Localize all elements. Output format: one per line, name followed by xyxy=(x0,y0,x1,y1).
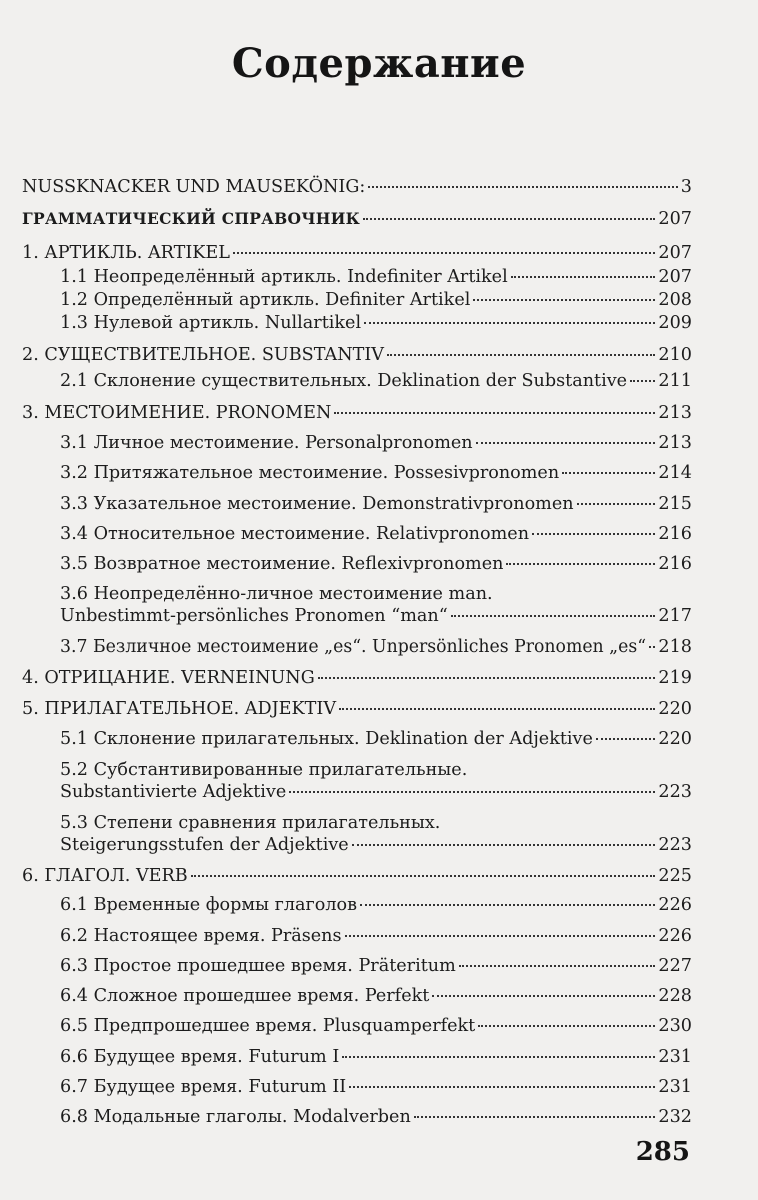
toc-entry-page: 210 xyxy=(658,345,692,365)
toc-entry xyxy=(22,955,692,977)
toc-entry xyxy=(22,1076,692,1098)
toc-entry-page: 223 xyxy=(658,835,692,855)
toc-entry-title: 6.3 Простое прошедшее время. Präteritum xyxy=(60,956,456,976)
toc-entry-title: 3.4 Относительное местоимение. Relativpronomen xyxy=(60,524,530,544)
toc-entry xyxy=(22,759,692,803)
toc-entry-page: 213 xyxy=(658,433,692,453)
toc-entry-title: 4. ОТРИЦАНИЕ. VERNEINUNG xyxy=(22,668,315,688)
dot-leader xyxy=(511,276,656,278)
toc-entry xyxy=(22,402,692,424)
dot-leader xyxy=(473,299,655,301)
toc-entry-title: 1.3 Нулевой артикль. Nullartikel xyxy=(60,313,362,333)
toc-entry-title-line1: 3.6 Неопределённо-личное местоимение man. xyxy=(60,584,493,604)
toc-entry-title-line1: 5.3 Степени сравнения прилагательных. xyxy=(60,813,441,833)
toc-entry-page: 207 xyxy=(658,209,692,229)
dot-leader xyxy=(352,844,656,846)
dot-leader xyxy=(191,875,656,877)
toc-entry xyxy=(22,698,692,720)
toc-entry-page: 207 xyxy=(658,267,692,287)
toc-entry xyxy=(22,728,692,750)
toc-entry xyxy=(22,242,692,264)
toc-entry-title: 6.4 Сложное прошедшее время. Perfekt xyxy=(60,986,430,1006)
dot-leader xyxy=(342,1056,655,1058)
toc-entry-page: 218 xyxy=(658,637,692,657)
dot-leader xyxy=(318,677,656,679)
dot-leader xyxy=(345,935,656,937)
toc-entry-page: 211 xyxy=(658,371,692,391)
toc-entry-title: 6.2 Настоящее время. Präsens xyxy=(60,926,342,946)
dot-leader xyxy=(349,1086,655,1088)
toc-entry xyxy=(22,1015,692,1037)
toc-entry-title: ГРАММАТИЧЕСКИЙ СПРАВОЧНИК xyxy=(22,209,361,228)
toc-entry xyxy=(22,583,692,627)
toc-entry-title: 3.7 Безличное местоимение „es“. Unpersönliches Pronomen „es“ xyxy=(60,637,647,657)
toc-entry-title: 5. ПРИЛАГАТЕЛЬНОЕ. ADJEKTIV xyxy=(22,699,337,719)
toc-entry-page: 209 xyxy=(658,313,692,333)
dot-leader xyxy=(577,503,656,505)
dot-leader xyxy=(562,472,655,474)
toc-entry-page: 215 xyxy=(658,494,692,514)
dot-leader xyxy=(630,380,655,382)
toc-entry xyxy=(22,1106,692,1128)
toc-entry-title: 5.1 Склонение прилагательных. Deklination der Adjektive xyxy=(60,729,593,749)
toc-entry xyxy=(22,1046,692,1068)
toc-entry-title: 6.5 Предпрошедшее время. Plusquamperfekt xyxy=(60,1016,476,1036)
toc-entry-title: 3.1 Личное местоимение. Personalpronomen xyxy=(60,433,473,453)
toc-entry-page: 3 xyxy=(680,177,692,197)
toc-entry xyxy=(22,553,692,575)
toc-entry-title: 3. МЕСТОИМЕНИЕ. PRONOMEN xyxy=(22,403,332,423)
page-number: 285 xyxy=(635,1137,690,1167)
toc-entry-page: 220 xyxy=(658,699,692,719)
toc-entry-page: 208 xyxy=(658,290,692,310)
toc-entry-page: 223 xyxy=(658,782,692,802)
dot-leader xyxy=(368,186,677,188)
toc-entry-page: 220 xyxy=(658,729,692,749)
dot-leader xyxy=(451,615,656,617)
dot-leader xyxy=(414,1116,656,1118)
toc-entry xyxy=(22,493,692,515)
toc-entry-page: 227 xyxy=(658,956,692,976)
toc-entry xyxy=(22,985,692,1007)
toc-entry-title: Substantivierte Adjektive xyxy=(60,782,287,802)
toc-entry-title: NUSSKNACKER UND MAUSEKÖNIG: xyxy=(22,177,366,197)
toc-entry-page: 226 xyxy=(658,926,692,946)
toc-entry-page: 231 xyxy=(658,1047,692,1067)
toc-entry-title: 1.2 Определённый артикль. Definiter Artikel xyxy=(60,290,471,310)
toc-entry-page: 217 xyxy=(658,606,692,626)
toc-entry xyxy=(22,208,692,230)
dot-leader xyxy=(459,965,656,967)
toc-entry xyxy=(22,266,692,288)
dot-leader xyxy=(363,218,655,220)
toc-entry xyxy=(22,925,692,947)
toc-entry-title: 3.3 Указательное местоимение. Demonstrativpronomen xyxy=(60,494,574,514)
dot-leader xyxy=(360,904,655,906)
dot-leader xyxy=(532,533,655,535)
toc-entry-page: 228 xyxy=(658,986,692,1006)
toc-entry xyxy=(22,865,692,887)
toc-entry xyxy=(22,523,692,545)
toc-entry-title: 2. СУЩЕСТВИТЕЛЬНОЕ. SUBSTANTIV xyxy=(22,345,384,365)
dot-leader xyxy=(233,252,655,254)
dot-leader xyxy=(339,708,655,710)
toc-entry-title: 6. ГЛАГОЛ. VERB xyxy=(22,866,188,886)
toc-entry xyxy=(22,176,692,198)
toc-entry-page: 231 xyxy=(658,1077,692,1097)
toc-entry-title: 1.1 Неопределённый артикль. Indefiniter Artikel xyxy=(60,267,508,287)
toc-entry xyxy=(22,667,692,689)
dot-leader xyxy=(506,563,655,565)
toc-entry-title: Unbestimmt-persönliches Pronomen “man“ xyxy=(60,606,448,626)
dot-leader xyxy=(334,412,655,414)
toc-entry-page: 207 xyxy=(658,243,692,263)
toc-entry-page: 213 xyxy=(658,403,692,423)
toc-entry xyxy=(22,312,692,334)
dot-leader xyxy=(649,646,655,648)
toc-entry-title: Steigerungsstufen der Adjektive xyxy=(60,835,349,855)
toc-entry-page: 219 xyxy=(658,668,692,688)
toc-entry-title-line1: 5.2 Субстантивированные прилагательные. xyxy=(60,760,468,780)
toc-entry-title: 6.6 Будущее время. Futurum I xyxy=(60,1047,340,1067)
toc-entry-page: 225 xyxy=(658,866,692,886)
toc-entry-page: 216 xyxy=(658,554,692,574)
toc-entry xyxy=(22,432,692,454)
toc-entry xyxy=(22,370,692,392)
toc-entry-title: 2.1 Склонение существительных. Deklination der Substantive xyxy=(60,371,628,391)
toc-entry xyxy=(22,462,692,484)
dot-leader xyxy=(289,791,655,793)
toc-entry-title: 3.2 Притяжательное местоимение. Possesivpronomen xyxy=(60,463,560,483)
toc-entry-title: 6.8 Модальные глаголы. Modalverben xyxy=(60,1107,411,1127)
toc-entry-page: 232 xyxy=(658,1107,692,1127)
dot-leader xyxy=(478,1025,655,1027)
toc-entry-title: 1. АРТИКЛЬ. ARTIKEL xyxy=(22,243,230,263)
toc-entry xyxy=(22,344,692,366)
toc-entry-title: 6.7 Будущее время. Futurum II xyxy=(60,1077,347,1097)
toc-entry xyxy=(22,636,692,658)
toc-entry-title: 3.5 Возвратное местоимение. Reflexivpronomen xyxy=(60,554,504,574)
toc-entry-title: 6.1 Временные формы глаголов xyxy=(60,895,358,915)
dot-leader xyxy=(476,442,656,444)
toc-entry-page: 226 xyxy=(658,895,692,915)
toc-entry xyxy=(22,812,692,856)
dot-leader xyxy=(432,995,655,997)
toc-entry-page: 214 xyxy=(658,463,692,483)
toc-entry xyxy=(22,894,692,916)
dot-leader xyxy=(596,738,655,740)
toc-entry-page: 230 xyxy=(658,1016,692,1036)
toc-entry-page: 216 xyxy=(658,524,692,544)
dot-leader xyxy=(364,322,655,324)
page-title: Содержание xyxy=(231,40,527,87)
dot-leader xyxy=(387,354,655,356)
toc-entry xyxy=(22,289,692,311)
